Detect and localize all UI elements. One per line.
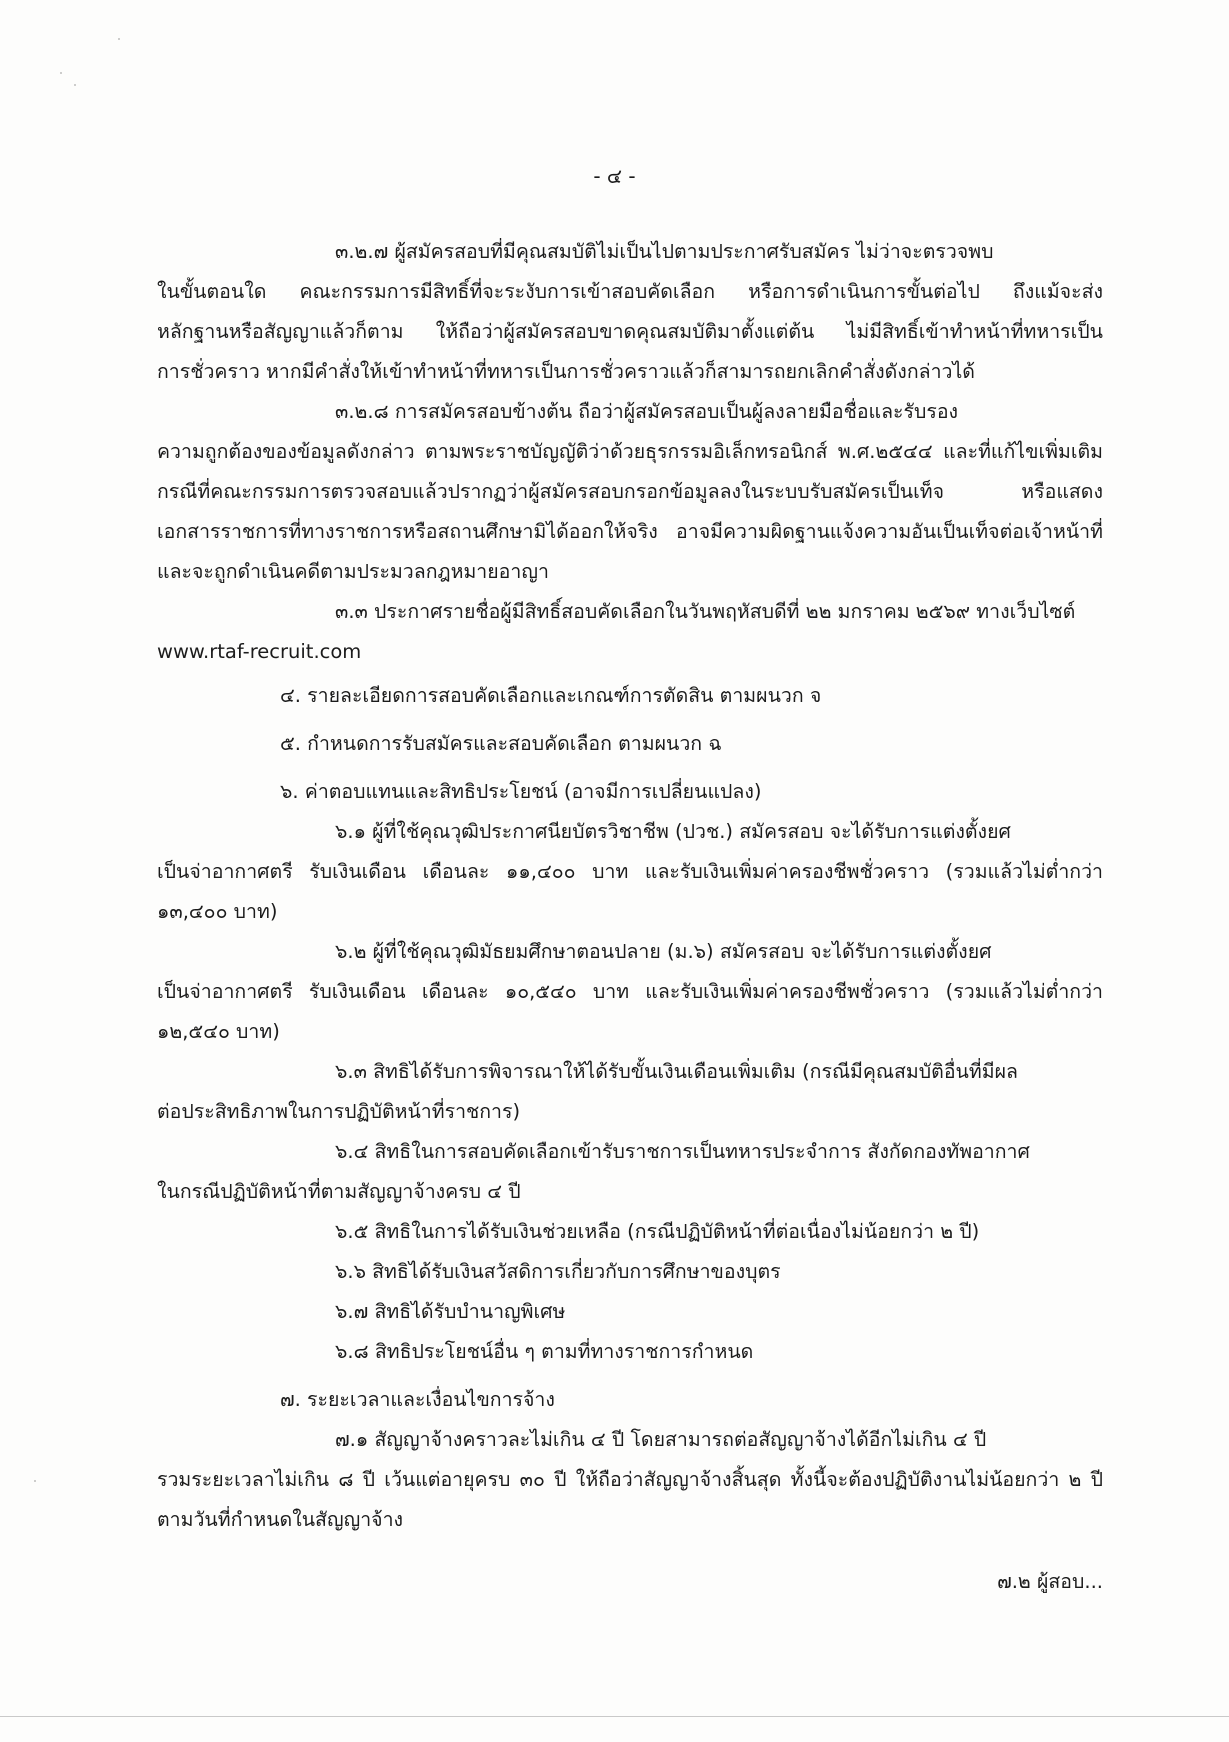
text-line: ในขั้นตอนใด คณะกรรมการมีสิทธิ์ที่จะระงับการเข้าสอบคัดเลือก หรือการดำเนินการขั้นต่อไป ถึงแม้จะส่ง — [157, 280, 1103, 303]
section-heading-7: ๗. ระยะเวลาและเงื่อนไขการจ้าง — [280, 1388, 555, 1411]
continuation-marker: ๗.๒ ผู้สอบ... — [997, 1570, 1103, 1593]
text-line: ๑๒,๕๔๐ บาท) — [157, 1020, 280, 1043]
text-line: ๖.๓ สิทธิได้รับการพิจารณาให้ได้รับขั้นเงินเดือนเพิ่มเติม (กรณีมีคุณสมบัติอื่นที่มีผล — [335, 1060, 1018, 1083]
text-line: ๖.๘ สิทธิประโยชน์อื่น ๆ ตามที่ทางราชการกำหนด — [335, 1340, 754, 1363]
text-line: ในกรณีปฏิบัติหน้าที่ตามสัญญาจ้างครบ ๔ ปี — [157, 1180, 521, 1203]
text-line: ๓.๓ ประกาศรายชื่อผู้มีสิทธิ์สอบคัดเลือกในวันพฤหัสบดีที่ ๒๒ มกราคม ๒๕๖๙ ทางเว็บไซต์ — [335, 600, 1076, 623]
text-line: การชั่วคราว หากมีคำสั่งให้เข้าทำหน้าที่ทหารเป็นการชั่วคราวแล้วก็สามารถยกเลิกคำสั่งดังกล่าวได้ — [157, 360, 975, 383]
scan-speck — [118, 38, 120, 40]
text-line: เป็นจ่าอากาศตรี รับเงินเดือน เดือนละ ๑๐,๕๔๐ บาท และรับเงินเพิ่มค่าครองชีพชั่วคราว (รวมแล้วไม่ต่ำกว่า — [157, 980, 1103, 1003]
text-line: ความถูกต้องของข้อมูลดังกล่าว ตามพระราชบัญญัติว่าด้วยธุรกรรมอิเล็กทรอนิกส์ พ.ศ.๒๕๔๔ และที่แก้ไขเพิ่มเติม — [157, 440, 1103, 463]
website-url: www.rtaf-recruit.com — [157, 640, 362, 663]
scan-speck — [34, 1480, 36, 1482]
text-line: ๖.๑ ผู้ที่ใช้คุณวุฒิประกาศนียบัตรวิชาชีพ (ปวช.) สมัครสอบ จะได้รับการแต่งตั้งยศ — [335, 820, 1011, 843]
section-heading-4: ๔. รายละเอียดการสอบคัดเลือกและเกณฑ์การตัดสิน ตามผนวก จ — [280, 684, 822, 707]
text-line: ๖.๒ ผู้ที่ใช้คุณวุฒิมัธยมศึกษาตอนปลาย (ม.๖) สมัครสอบ จะได้รับการแต่งตั้งยศ — [335, 940, 992, 963]
text-line: ตามวันที่กำหนดในสัญญาจ้าง — [157, 1508, 404, 1531]
scan-speck — [74, 84, 76, 86]
text-line: ๖.๕ สิทธิในการได้รับเงินช่วยเหลือ (กรณีปฏิบัติหน้าที่ต่อเนื่องไม่น้อยกว่า ๒ ปี) — [335, 1220, 980, 1243]
section-heading-6: ๖. ค่าตอบแทนและสิทธิประโยชน์ (อาจมีการเปลี่ยนแปลง) — [280, 780, 762, 803]
scan-speck — [60, 72, 62, 74]
text-line: ๖.๗ สิทธิได้รับบำนาญพิเศษ — [335, 1300, 566, 1323]
text-line: ๗.๑ สัญญาจ้างคราวละไม่เกิน ๔ ปี โดยสามารถต่อสัญญาจ้างได้อีกไม่เกิน ๔ ปี — [335, 1428, 987, 1451]
text-line: ๑๓,๔๐๐ บาท) — [157, 900, 278, 923]
page-edge-line — [0, 1716, 1229, 1717]
text-line: ๖.๔ สิทธิในการสอบคัดเลือกเข้ารับราชการเป็นทหารประจำการ สังกัดกองทัพอากาศ — [335, 1140, 1030, 1163]
text-line: ต่อประสิทธิภาพในการปฏิบัติหน้าที่ราชการ) — [157, 1100, 521, 1123]
section-heading-5: ๕. กำหนดการรับสมัครและสอบคัดเลือก ตามผนวก ฉ — [280, 732, 722, 755]
text-line: ๓.๒.๘ การสมัครสอบข้างต้น ถือว่าผู้สมัครสอบเป็นผู้ลงลายมือชื่อและรับรอง — [335, 400, 959, 423]
text-line: และจะถูกดำเนินคดีตามประมวลกฎหมายอาญา — [157, 560, 549, 583]
text-line: เป็นจ่าอากาศตรี รับเงินเดือน เดือนละ ๑๑,๔๐๐ บาท และรับเงินเพิ่มค่าครองชีพชั่วคราว (รวมแล้วไม่ต่ำกว่า — [157, 860, 1103, 883]
text-line: รวมระยะเวลาไม่เกิน ๘ ปี เว้นแต่อายุครบ ๓๐ ปี ให้ถือว่าสัญญาจ้างสิ้นสุด ทั้งนี้จะต้องปฏิบัติงานไม่น้อยกว่า ๒ ปี — [157, 1468, 1103, 1491]
text-line: เอกสารราชการที่ทางราชการหรือสถานศึกษามิได้ออกให้จริง อาจมีความผิดฐานแจ้งความอันเป็นเท็จต่อเจ้าหน้าที่ — [157, 520, 1103, 543]
text-line: ๖.๖ สิทธิได้รับเงินสวัสดิการเกี่ยวกับการศึกษาของบุตร — [335, 1260, 781, 1283]
text-line: ๓.๒.๗ ผู้สมัครสอบที่มีคุณสมบัติไม่เป็นไปตามประกาศรับสมัคร ไม่ว่าจะตรวจพบ — [335, 240, 994, 263]
text-line: กรณีที่คณะกรรมการตรวจสอบแล้วปรากฏว่าผู้สมัครสอบกรอกข้อมูลลงในระบบรับสมัครเป็นเท็จ หรือแสดง — [157, 480, 1103, 503]
text-line: หลักฐานหรือสัญญาแล้วก็ตาม ให้ถือว่าผู้สมัครสอบขาดคุณสมบัติมาตั้งแต่ต้น ไม่มีสิทธิ์เข้าทำหน้าที่ทหารเป็น — [157, 320, 1103, 343]
page-number: - ๔ - — [593, 164, 636, 188]
